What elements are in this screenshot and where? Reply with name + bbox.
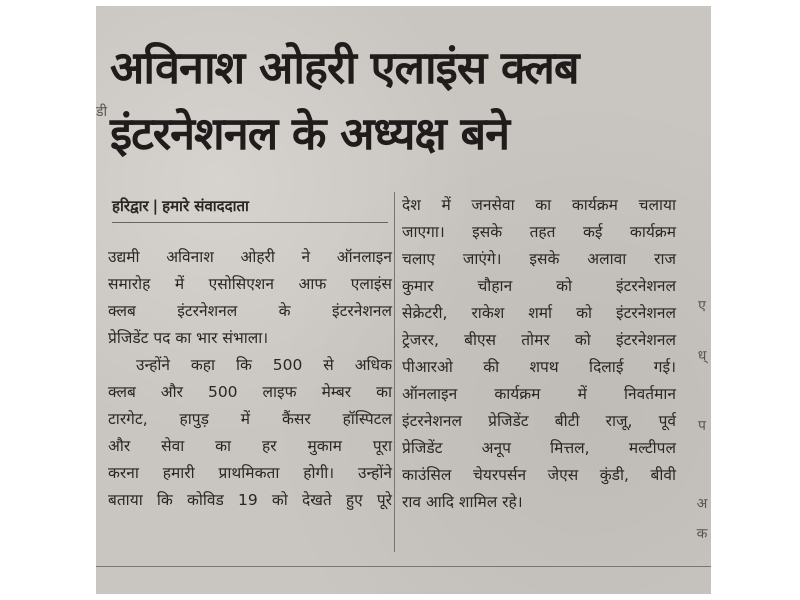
dateline-byline: हमारे संवाददाता (162, 197, 249, 215)
left-column-line: क्लब और 500 लाइफ मेम्बर का (108, 383, 392, 401)
headline-line-1: अविनाश ओहरी एलाइंस क्लब (110, 41, 579, 94)
dateline (112, 196, 249, 216)
right-edge-fragment: ए (698, 298, 706, 314)
headline-line-2: इंटरनेशनल के अध्यक्ष बने (110, 107, 510, 160)
right-edge-fragment: अ (696, 496, 708, 512)
left-column-line: उद्यमी अविनाश ओहरी ने ऑनलाइन (108, 248, 392, 266)
left-column-line: बताया कि कोविड 19 को देखते हुए पूरे (108, 491, 392, 509)
right-column-line: देश में जनसेवा का कार्यक्रम चलाया (402, 196, 676, 214)
left-column-line: और सेवा का हर मुकाम पूरा (108, 437, 392, 455)
left-column-line: करना हमारी प्राथमिकता होगी। उन्होंने (108, 464, 392, 482)
column-divider (394, 192, 395, 552)
left-column-line: प्रेजिडेंट पद का भार संभाला। (108, 329, 269, 347)
right-column-line: कुमार चौहान को इंटरनेशनल (402, 277, 676, 295)
left-column-line: टारगेट, हापुड़ में कैंसर हॉस्पिटल (108, 410, 392, 428)
right-edge-fragment: प (698, 418, 706, 434)
dateline-separator: | (152, 197, 159, 215)
left-column-line: समारोह में एसोसिएशन आफ एलाइंस (108, 275, 392, 293)
right-column-line: प्रेजिडेंट अनूप मित्तल, मल्टीपल (402, 439, 676, 457)
right-edge-fragment: ध् (697, 348, 707, 364)
left-column-line: क्लब इंटरनेशनल के इंटरनेशनल (108, 302, 392, 320)
right-column (402, 192, 676, 516)
right-column-line: ट्रेजरर, बीएस तोमर को इंटरनेशनल (402, 331, 676, 349)
dateline-place: हरिद्वार (112, 197, 149, 215)
margin-fragment: डी (96, 104, 108, 120)
right-column-line: सेक्रेटरी, राकेश शर्मा को इंटरनेशनल (402, 304, 676, 322)
right-column-line: इंटरनेशनल प्रेजिडेंट बीटी राजू, पूर्व (402, 412, 676, 430)
right-column-line: राव आदि शामिल रहे। (402, 493, 523, 511)
left-column-line: उन्होंने कहा कि 500 से अधिक (136, 356, 392, 374)
bottom-rule (96, 566, 711, 567)
right-column-line: काउंसिल चेयरपर्सन जेएस कुंडी, बीवी (402, 466, 676, 484)
right-column-line: चलाए जाएंगे। इसके अलावा राज (402, 250, 676, 268)
left-column (108, 244, 392, 514)
right-column-line: जाएगा। इसके तहत कई कार्यक्रम (402, 223, 676, 241)
dateline-rule (112, 222, 388, 223)
newspaper-clipping (96, 6, 711, 594)
right-column-line: पीआरओ की शपथ दिलाई गई। (402, 358, 676, 376)
right-column-line: ऑनलाइन कार्यक्रम में निवर्तमान (402, 385, 676, 403)
right-edge-fragment: क (696, 526, 708, 542)
